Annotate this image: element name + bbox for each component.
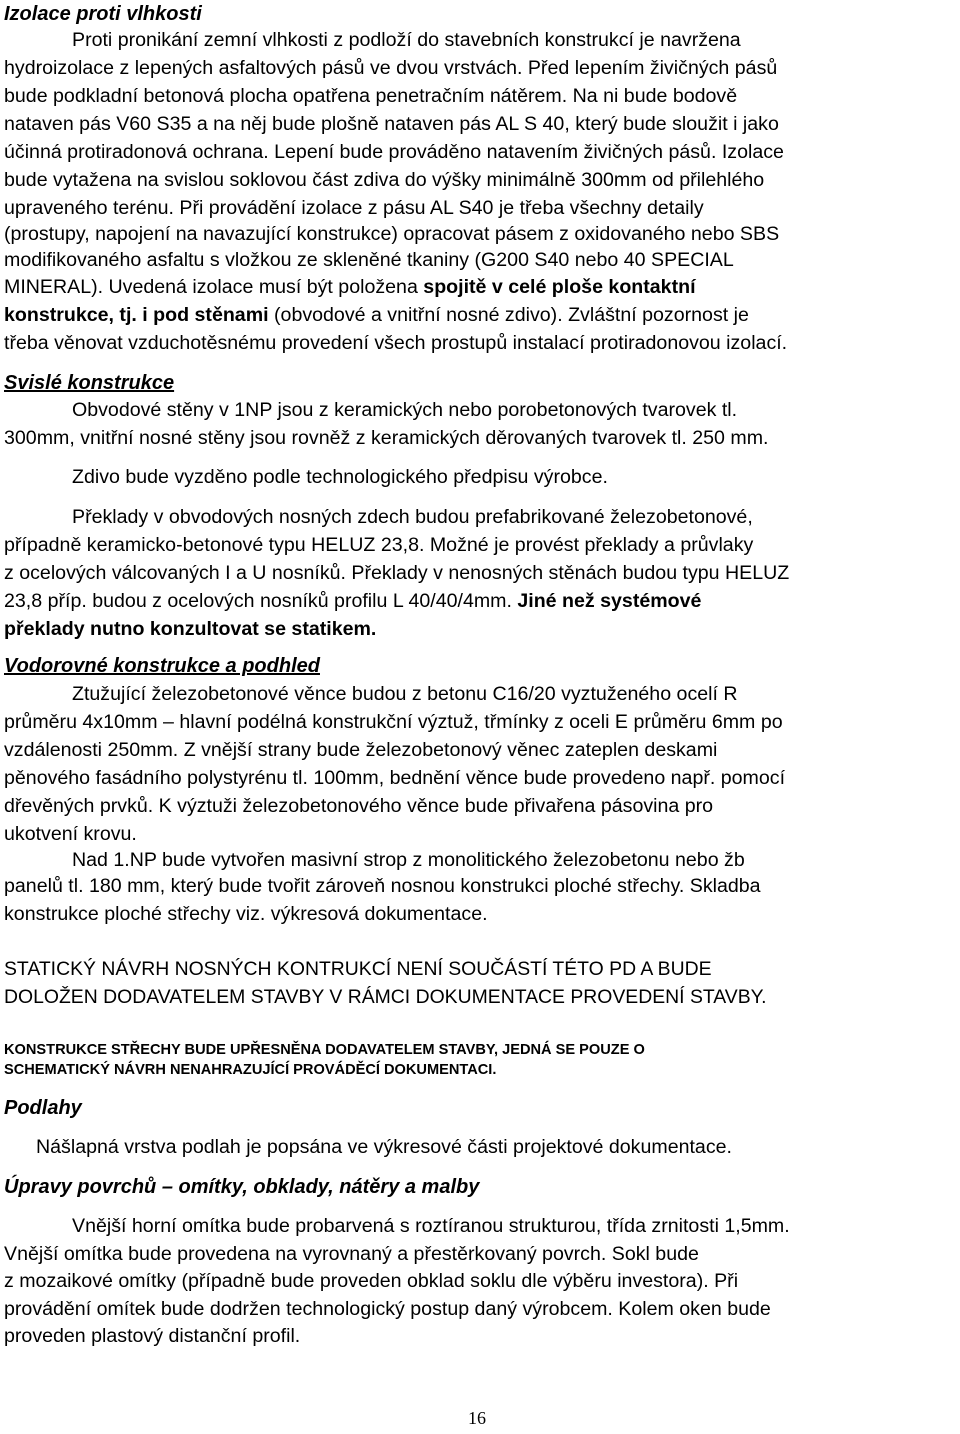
- heading-svisle: Svislé konstrukce: [4, 372, 175, 394]
- paragraph-line: provádění omítek bude dodržen technologický postup daný výrobcem. Kolem oken bude: [4, 1298, 771, 1320]
- paragraph-line: modifikovaného asfaltu s vložkou ze skleněné tkaniny (G200 S40 nebo 40 SPECIAL: [4, 249, 734, 271]
- paragraph-line: hydroizolace z lepených asfaltových pásů ve dvou vrstvách. Před lepením živičných pásů: [4, 57, 778, 79]
- bold-text-segment: spojitě v celé ploše kontaktní: [423, 276, 696, 298]
- paragraph-line: Ztužující železobetonové věnce budou z betonu C16/20 vyztuženého ocelí R: [72, 683, 738, 705]
- paragraph-line: dřevěných prvků. K výztuži železobetonového věnce bude přivařena pásovina pro: [4, 795, 714, 817]
- paragraph-line: případně keramicko-betonové typu HELUZ 23,8. Možné je provést překlady a průvlaky: [4, 534, 754, 556]
- text-segment: (obvodové a vnitřní nosné zdivo). Zvláštní pozornost je: [268, 304, 749, 326]
- paragraph-line: Nášlapná vrstva podlah je popsána ve výkresové části projektové dokumentace.: [36, 1136, 732, 1158]
- paragraph-line: Vnější horní omítka bude probarvená s roztíranou strukturou, třída zrnitosti 1,5mm.: [72, 1215, 790, 1237]
- paragraph-line: Proti pronikání zemní vlhkosti z podloží do stavebních konstrukcí je navržena: [72, 29, 741, 51]
- paragraph-line: Obvodové stěny v 1NP jsou z keramických nebo porobetonových tvarovek tl.: [72, 399, 738, 421]
- paragraph-line: Vnější omítka bude provedena na vyrovnaný a přestěrkovaný povrch. Sokl bude: [4, 1243, 699, 1265]
- heading-izolace: Izolace proti vlhkosti: [4, 3, 202, 25]
- bold-text-segment: Jiné než systémové: [517, 590, 702, 612]
- notice-line-bold: SCHEMATICKÝ NÁVRH NENAHRAZUJÍCÍ PROVÁDĚCÍ DOKUMENTACI.: [4, 1062, 497, 1078]
- heading-vodorovne: Vodorovné konstrukce a podhled: [4, 655, 320, 677]
- paragraph-line: pěnového fasádního polystyrénu tl. 100mm, bednění věnce bude provedeno např. pomocí: [4, 767, 786, 789]
- heading-upravy: Úpravy povrchů – omítky, obklady, nátěry a malby: [4, 1176, 480, 1198]
- paragraph-line: z mozaikové omítky (případně bude proveden obklad soklu dle výběru investora). Při: [4, 1270, 739, 1292]
- paragraph-line: konstrukce ploché střechy viz. výkresová dokumentace.: [4, 903, 488, 925]
- bold-text-segment: konstrukce, tj. i pod stěnami: [4, 304, 269, 326]
- heading-podlahy: Podlahy: [4, 1097, 82, 1119]
- paragraph-line: Zdivo bude vyzděno podle technologického předpisu výrobce.: [72, 466, 608, 488]
- paragraph-line: účinná protiradonová ochrana. Lepení bude prováděno natavením živičných pásů. Izolace: [4, 141, 784, 163]
- paragraph-line: ukotvení krovu.: [4, 823, 137, 845]
- paragraph-line: panelů tl. 180 mm, který bude tvořit zároveň nosnou konstrukci ploché střechy. Skladba: [4, 875, 761, 897]
- notice-line: DOLOŽEN DODAVATELEM STAVBY V RÁMCI DOKUMENTACE PROVEDENÍ STAVBY.: [4, 986, 767, 1008]
- paragraph-line-mixed: [4, 587, 701, 615]
- paragraph-line: upraveného terénu. Při provádění izolace z pásu AL S40 je třeba všechny detaily: [4, 197, 704, 219]
- paragraph-line: bude vytažena na svislou soklovou část zdiva do výšky minimálně 300mm od přilehlého: [4, 169, 765, 191]
- paragraph-line: proveden plastový distanční profil.: [4, 1325, 301, 1347]
- page-number: 16: [468, 1408, 486, 1428]
- paragraph-line: třeba věnovat vzduchotěsnému provedení všech prostupů instalací protiradonovou izolací.: [4, 332, 788, 354]
- paragraph-line: bude podkladní betonová plocha opatřena penetračním nátěrem. Na ni bude bodově: [4, 85, 738, 107]
- notice-line-bold: KONSTRUKCE STŘECHY BUDE UPŘESNĚNA DODAVATELEM STAVBY, JEDNÁ SE POUZE O: [4, 1042, 645, 1058]
- paragraph-line-mixed: [4, 301, 749, 329]
- paragraph-line: nataven pás V60 S35 a na něj bude plošně nataven pás AL S 40, který bude sloužit i jako: [4, 113, 779, 135]
- text-segment: 23,8 příp. budou z ocelových nosníků profilu L 40/40/4mm.: [4, 590, 518, 612]
- paragraph-line-bold: překlady nutno konzultovat se statikem.: [4, 618, 377, 640]
- paragraph-line: Nad 1.NP bude vytvořen masivní strop z monolitického železobetonu nebo žb: [72, 849, 745, 871]
- notice-line: STATICKÝ NÁVRH NOSNÝCH KONTRUKCÍ NENÍ SOUČÁSTÍ TÉTO PD A BUDE: [4, 958, 712, 980]
- text-segment: MINERAL). Uvedená izolace musí být položena: [4, 276, 424, 298]
- paragraph-line-mixed: [4, 273, 696, 301]
- paragraph-line: 300mm, vnitřní nosné stěny jsou rovněž z keramických děrovaných tvarovek tl. 250 mm.: [4, 427, 769, 449]
- paragraph-line: (prostupy, napojení na navazující konstrukce) opracovat pásem z oxidovaného nebo SBS: [4, 223, 780, 245]
- paragraph-line: průměru 4x10mm – hlavní podélná konstrukční výztuž, třmínky z oceli E průměru 6mm po: [4, 711, 783, 733]
- paragraph-line: z ocelových válcovaných I a U nosníků. Překlady v nenosných stěnách budou typu HELUZ: [4, 562, 790, 584]
- paragraph-line: Překlady v obvodových nosných zdech budou prefabrikované železobetonové,: [72, 506, 753, 528]
- paragraph-line: vzdálenosti 250mm. Z vnější strany bude železobetonový věnec zateplen deskami: [4, 739, 718, 761]
